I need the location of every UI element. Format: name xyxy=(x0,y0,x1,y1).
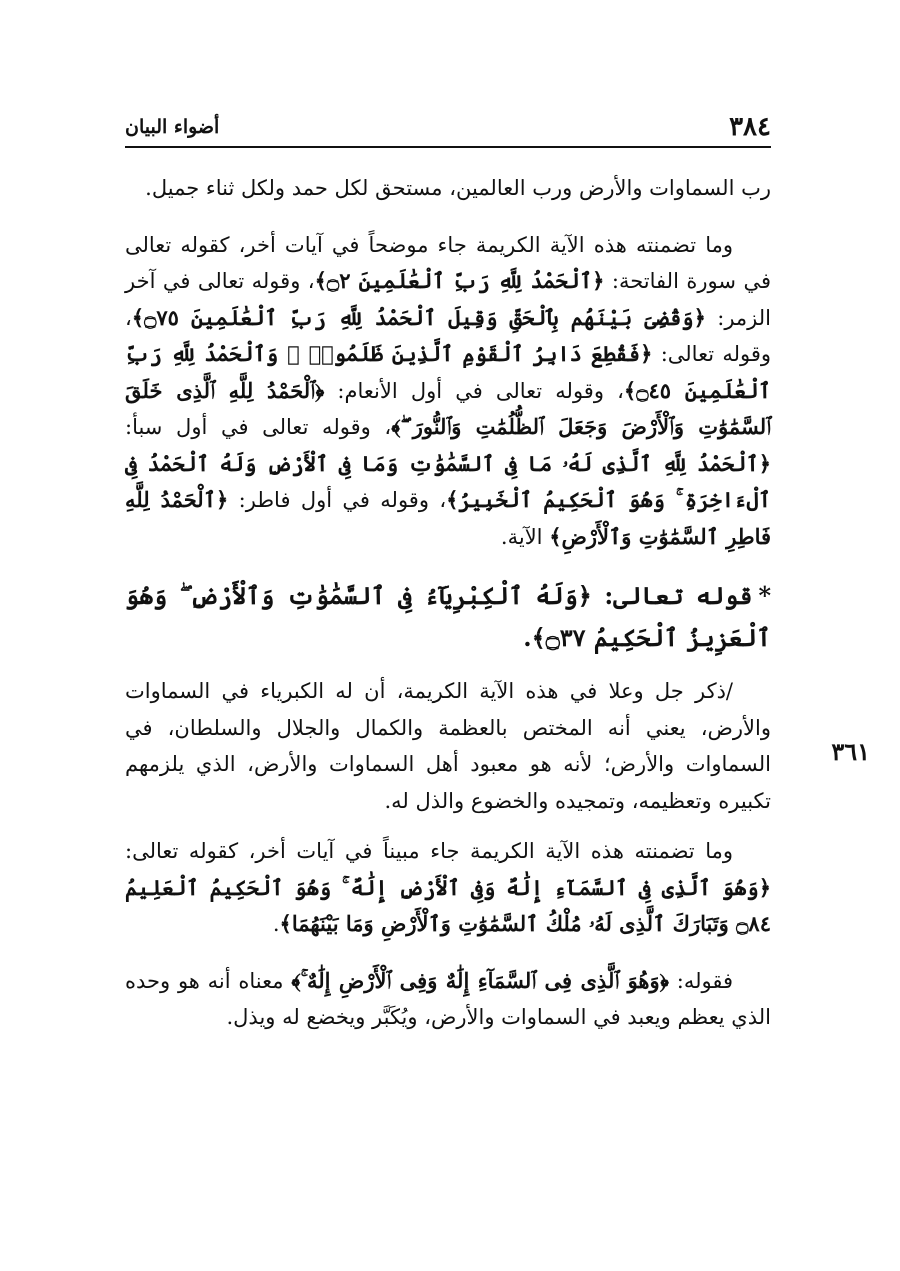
text-run: ، وقوله تعالى في أول الأنعام: xyxy=(324,378,624,403)
text-run: فقوله: xyxy=(668,968,733,993)
text-run: . xyxy=(523,623,532,652)
quran-verse: ﴿ٱلْحَمْدُ لِلَّهِ ٱلَّذِى خَلَقَ ٱلسَّمَٰوَٰتِ وَٱلْأَرْضَ وَجَعَلَ ٱلظُّلُمَٰتِ وَٱلنُّورَ ۖ﴾ xyxy=(125,377,771,439)
text-run: ، وقوله في أول فاطر: xyxy=(228,488,447,512)
quran-verse: ﴿فَقُطِعَ دَابِرُ ٱلْقَوْمِ ٱلَّذِينَ ظَلَمُوا۟ ۚ وَٱلْحَمْدُ لِلَّهِ رَبِّ ٱلْعَٰلَمِينَ ۝٤٥﴾ xyxy=(125,341,771,403)
quran-verse: ﴿ٱلْحَمْدُ لِلَّهِ ٱلَّذِى لَهُۥ مَا فِى ٱلسَّمَٰوَٰتِ وَمَا فِى ٱلْأَرْضِ وَلَهُ ٱلْحَمْدُ فِى ٱلْءَاخِرَةِ ۚ وَهُوَ ٱلْحَكِيمُ ٱلْخَبِيرُ﴾ xyxy=(125,450,771,512)
page-number: ٣٨٤ xyxy=(729,112,771,142)
page-body xyxy=(125,170,771,1036)
paragraph-3 xyxy=(125,673,771,819)
text-run: ، وقوله تعالى في آخر الزمر: xyxy=(125,269,771,330)
text-run: ، وقوله تعالى في أول سبأ: xyxy=(125,415,392,439)
page-header xyxy=(125,110,771,148)
margin-page-reference: ٣٦١ xyxy=(831,737,870,766)
text-run: معناه أنه هو وحده الذي يعظم ويعبد في السماوات والأرض، ويُكَبَّر ويخضع له ويذل. xyxy=(125,968,771,1029)
text-run: الآية. xyxy=(500,524,550,549)
quran-verse: ﴿وَقُضِىَ بَيْنَهُم بِٱلْحَقِّ وَقِيلَ ٱلْحَمْدُ لِلَّهِ رَبِّ ٱلْعَٰلَمِينَ ۝٧٥﴾ xyxy=(131,304,706,330)
heading-label: قوله تعالى: xyxy=(591,581,753,610)
quran-verse: ﴿وَهُوَ ٱلَّذِى فِى ٱلسَّمَآءِ إِلَٰهٌ وَفِى ٱلْأَرْضِ إِلَٰهٌ ۚ وَهُوَ ٱلْحَكِيمُ ٱلْعَلِيمُ ۝٨٤ وَتَبَارَكَ ٱلَّذِى لَهُۥ مُلْكُ ٱلسَّمَٰوَٰتِ وَٱلْأَرْضِ وَمَا بَيْنَهُمَا﴾ xyxy=(125,874,771,936)
text-run: وما تضمنته هذه الآية الكريمة جاء موضحاً في آيات أخر، كقوله تعالى في سورة الفاتحة: xyxy=(125,232,771,293)
quran-verse: ﴿ٱلْحَمْدُ لِلَّهِ فَاطِرِ ٱلسَّمَٰوَٰتِ وَٱلْأَرْضِ﴾ xyxy=(125,487,771,549)
star-marker: * xyxy=(758,581,771,610)
paragraph-5 xyxy=(125,963,771,1036)
quran-verse: ﴿ٱلْحَمْدُ لِلَّهِ رَبِّ ٱلْعَٰلَمِينَ ۝٢﴾ xyxy=(314,268,605,293)
book-title: أضواء البيان xyxy=(125,116,220,138)
paragraph-4 xyxy=(125,833,771,943)
paragraph-2 xyxy=(125,227,771,556)
paragraph-1 xyxy=(125,170,771,207)
text-run: وما تضمنته هذه الآية الكريمة جاء مبيناً في آيات أخر، كقوله تعالى: xyxy=(125,839,733,863)
text-run: . xyxy=(272,912,280,936)
section-heading xyxy=(125,575,771,659)
quran-verse: ﴿وَهُوَ ٱلَّذِى فِى ٱلسَّمَآءِ إِلَٰهٌ وَفِى ٱلْأَرْضِ إِلَٰهٌ ۚ﴾ xyxy=(291,967,669,993)
text-run: ، وقوله تعالى: xyxy=(125,305,771,366)
quran-verse: ﴿وَلَهُ ٱلْكِبْرِيَآءُ فِى ٱلسَّمَٰوَٰتِ وَٱلْأَرْضِ ۖ وَهُوَ ٱلْعَزِيزُ ٱلْحَكِيمُ ۝٣٧﴾ xyxy=(125,581,771,652)
text-run: رب السماوات والأرض ورب العالمين، مستحق لكل حمد ولكل ثناء جميل. xyxy=(145,176,771,200)
text-run: /ذكر جل وعلا في هذه الآية الكريمة، أن له الكبرياء في السماوات والأرض، يعني أنه المختص بالعظمة والكمال والجلال والسلطان، في السماوات والأرض؛ لأنه هو معبود أهل السماوات والأرض، الذي يلزمهم تكبيره وتعظيمه، وتمجيده والخضوع والذل له. xyxy=(125,679,771,813)
